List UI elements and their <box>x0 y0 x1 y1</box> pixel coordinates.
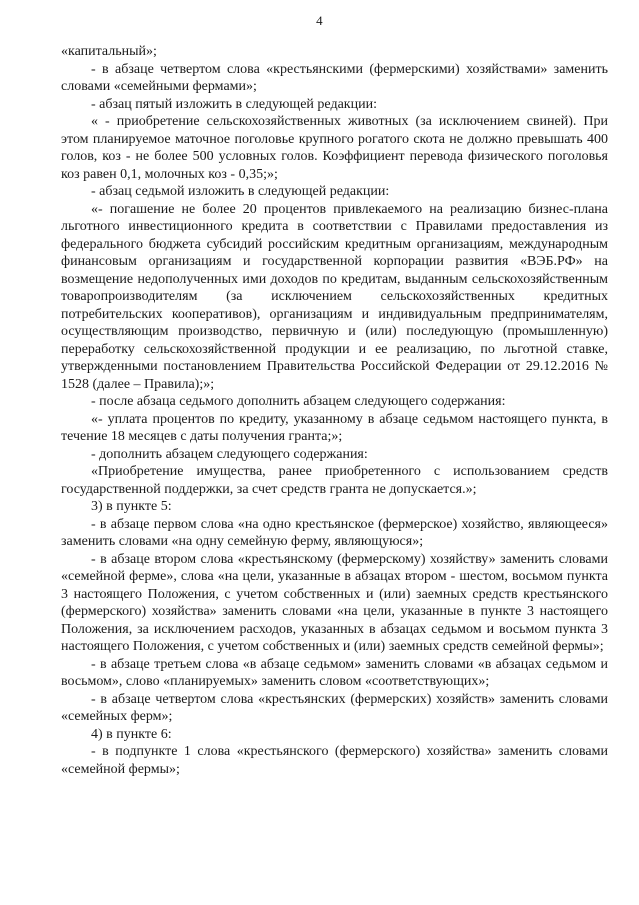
paragraph: - в абзаце третьем слова «в абзаце седьмом» заменить словами «в абзацах седьмом и восьмом», слово «планируемых» заменить словом «соответствующих»; <box>61 656 608 689</box>
paragraph: 4) в пункте 6: <box>91 726 172 742</box>
paragraph: - дополнить абзацем следующего содержания: <box>91 446 368 462</box>
document-body <box>61 43 608 778</box>
paragraph: «- погашение не более 20 процентов привлекаемого на реализацию бизнес-плана льготного инвестиционного кредита в соответствии с Правилами предоставления из федерального бюджета субсидий российским кредитным организациям, международным финансовым организациям и государственной корпорации развития «ВЭБ.РФ» на возмещение недополученных ими доходов по кредитам, выданным сельскохозяйственным товаропроизводителям (за исключением сельскохозяйственных кредитных потребительских кооперативов), организациям и индивидуальным предпринимателям, осуществляющим производство, первичную и (или) последующую (промышленную) переработку сельскохозяйственной продукции и ее реализацию, по льготной ставке, утвержденными постановлением Правительства Российской Федерации от 29.12.2016 № 1528 (далее – Правила);»; <box>61 201 608 392</box>
paragraph: - в подпункте 1 слова «крестьянского (фермерского) хозяйства» заменить словами «семейной фермы»; <box>61 744 608 777</box>
paragraph: « - приобретение сельскохозяйственных животных (за исключением свиней). При этом планируемое маточное поголовье крупного рогатого скота не должно превышать 400 голов, коз - не более 500 условных голов. Коэффициент перевода физического поголовья коз равен 0,1, молочных коз - 0,35;»; <box>61 114 608 182</box>
paragraph: - абзац седьмой изложить в следующей редакции: <box>91 184 390 199</box>
paragraph: - после абзаца седьмого дополнить абзацем следующего содержания: <box>91 394 506 409</box>
paragraph: «капитальный»; <box>61 44 157 59</box>
paragraph: «Приобретение имущества, ранее приобретенного с использованием средств государственной поддержки, за счет средств гранта не допускается.»; <box>61 464 608 497</box>
page-number: 4 <box>316 13 323 28</box>
paragraph: 3) в пункте 5: <box>91 499 172 514</box>
paragraph: - в абзаце первом слова «на одно крестьянское (фермерское) хозяйство, являющееся» заменить словами «на одну семейную ферму, являющуюся»; <box>61 516 608 549</box>
paragraph: «- уплата процентов по кредиту, указанному в абзаце седьмом настоящего пункта, в течение 18 месяцев с даты получения гранта;»; <box>61 411 608 444</box>
paragraph: - абзац пятый изложить в следующей редакции: <box>91 96 377 112</box>
paragraph: - в абзаце втором слова «крестьянскому (фермерскому) хозяйству» заменить словами «семейной ферме», слова «на цели, указанные в абзацах втором - шестом, восьмом пункта 3 настоящего Положения, с учетом собственных и (или) заемных средств крестьянского (фермерского) хозяйства» заменить словами «на цели, указанные в пункте 3 настоящего Положения, за исключением расходов, указанных в абзацах седьмом и восьмом пункта 3 настоящего Положения, с учетом собственных и (или) заемных средств семейной фермы»; <box>61 551 608 654</box>
paragraph: - в абзаце четвертом слова «крестьянских (фермерских) хозяйств» заменить словами «семейных ферм»; <box>61 691 608 724</box>
paragraph: - в абзаце четвертом слова «крестьянскими (фермерскими) хозяйствами» заменить словами «семейными фермами»; <box>61 61 608 94</box>
